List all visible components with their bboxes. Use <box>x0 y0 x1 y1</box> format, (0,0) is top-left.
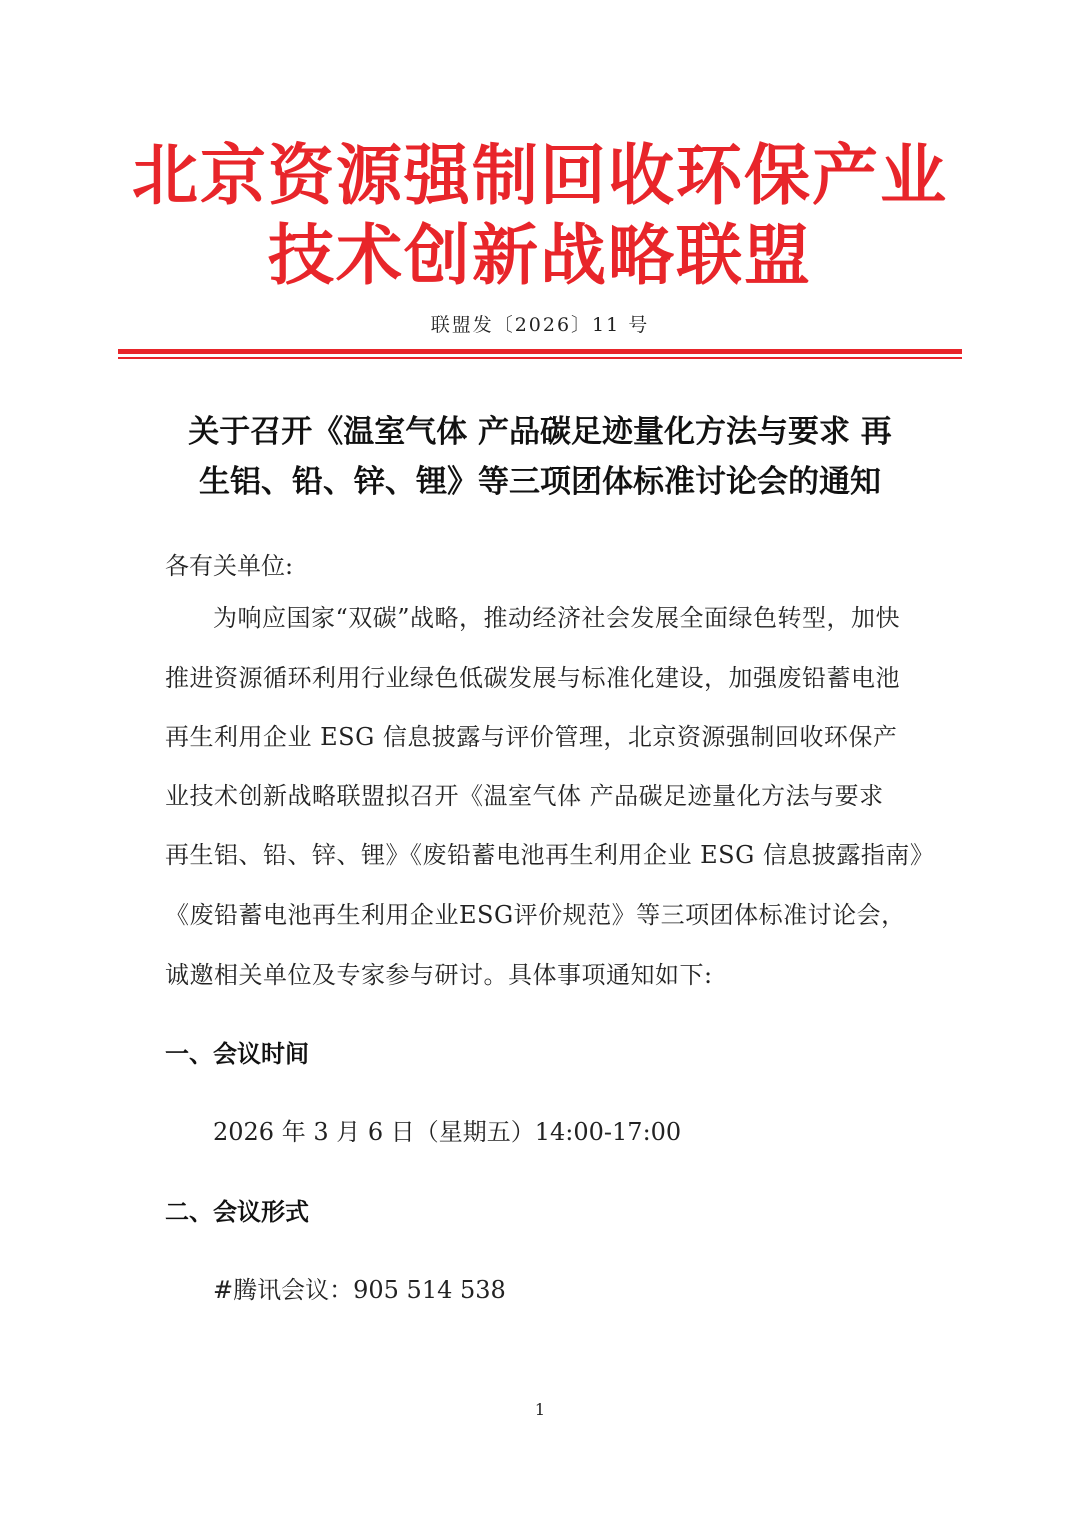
header-divider-thin <box>118 357 962 359</box>
meeting-time-value: 2026 年 3 月 6 日（星期五）14:00-17:00 <box>213 1118 682 1146</box>
paragraph-line: 《废铅蓄电池再生利用企业ESG评价规范》等三项团体标准讨论会， <box>165 901 906 929</box>
document-title-line2: 生铝、铅、锌、锂》等三项团体标准讨论会的通知 <box>199 464 881 500</box>
paragraph-line: 为响应国家“双碳”战略，推动经济社会发展全面绿色转型，加快 <box>213 604 901 632</box>
paragraph-line: 再生铝、铅、锌、锂》《废铅蓄电池再生利用企业 ESG 信息披露指南》 <box>165 841 935 869</box>
document-title-line1: 关于召开《温室气体 产品碳足迹量化方法与要求 再 <box>188 414 892 450</box>
org-name-line1: 北京资源强制回收环保产业 <box>132 137 948 214</box>
header-divider-thick <box>118 349 962 354</box>
paragraph-line: 业技术创新战略联盟拟召开《温室气体 产品碳足迹量化方法与要求 <box>165 782 884 810</box>
paragraph-line: 再生利用企业 ESG 信息披露与评价管理，北京资源强制回收环保产 <box>165 723 898 751</box>
meeting-format-value: #腾讯会议：905 514 538 <box>213 1276 506 1304</box>
salutation: 各有关单位: <box>165 552 294 580</box>
org-name-line2: 技术创新战略联盟 <box>268 217 812 294</box>
section-heading-meeting-time: 一、会议时间 <box>165 1040 309 1068</box>
document-number: 联盟发〔2026〕11 号 <box>430 314 650 336</box>
paragraph-line: 诚邀相关单位及专家参与研讨。具体事项通知如下: <box>165 961 713 989</box>
page-number: 1 <box>534 1400 546 1419</box>
paragraph-line: 推进资源循环利用行业绿色低碳发展与标准化建设，加强废铅蓄电池 <box>165 664 900 692</box>
section-heading-meeting-format: 二、会议形式 <box>165 1198 309 1226</box>
